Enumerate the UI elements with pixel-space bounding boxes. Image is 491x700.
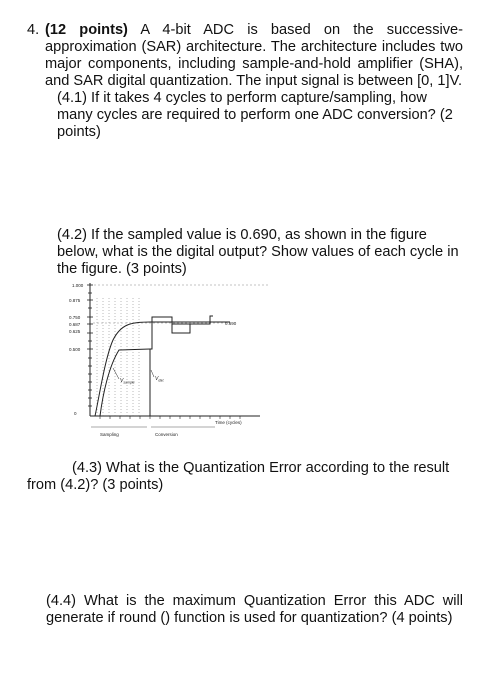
dac-staircase: [150, 316, 213, 416]
sar-adc-figure: [55, 278, 275, 448]
v-dac-label: $V_{dac}$: [155, 376, 164, 383]
q41-line-1: (4.1) If it takes 4 cycles to perform capture/sampling, how: [57, 90, 427, 106]
q41-line-2: many cycles are required to perform one ADC conversion? (2: [57, 107, 453, 123]
y-tick-1000: 1.000: [72, 283, 84, 288]
q4-line-3: major components, including sample-and-hold amplifier (SHA),: [45, 56, 463, 72]
q43-line-2: from (4.2)? (3 points): [27, 477, 164, 493]
time-label: Time (cycles): [215, 420, 242, 425]
points-label: (12 points): [45, 22, 128, 38]
q4-line-2: approximation (SAR) architecture. The architecture includes two: [45, 39, 463, 55]
q42-line-2: below, what is the digital output? Show values of each cycle in: [57, 244, 459, 260]
q43-line-1: (4.3) What is the Quantization Error according to the result: [72, 460, 450, 476]
v-sample-curve: [95, 322, 230, 416]
y-tick-0625: 0.625: [69, 329, 81, 334]
v-dac-arrow: [151, 370, 154, 377]
sampled-value-label: 0.690: [225, 321, 237, 326]
q4-line-1: [27, 22, 463, 39]
y-tick-0500: 0.500: [69, 347, 81, 352]
q4-line-4: and SAR digital quantization. The input signal is between [0, 1]V.: [45, 73, 463, 89]
conversion-label: Conversion: [155, 432, 178, 437]
q41-line-3: points): [57, 124, 101, 140]
q42-line-3: the figure. (3 points): [57, 261, 187, 277]
y-tick-0687: 0.687: [69, 322, 81, 327]
q4-line-1-text: A 4-bit ADC is based on the successive-: [140, 22, 464, 38]
q42-line-1: (4.2) If the sampled value is 0.690, as shown in the figure: [57, 227, 427, 243]
q44-line-2: generate if round () function is used for quantization? (4 points): [46, 610, 453, 626]
question-number: 4.: [27, 22, 40, 38]
v-sample-arrow: [113, 368, 119, 379]
v-sample-label: $V_{sample}$: [120, 378, 135, 385]
sampling-label: Sampling: [100, 432, 119, 437]
q44-line-1: (4.4) What is the maximum Quantization Error this ADC will: [46, 593, 463, 609]
y-tick-0: 0: [74, 411, 77, 416]
y-tick-0875: 0.875: [69, 298, 81, 303]
y-tick-0750: 0.750: [69, 315, 81, 320]
sampling-grid: [97, 298, 139, 416]
